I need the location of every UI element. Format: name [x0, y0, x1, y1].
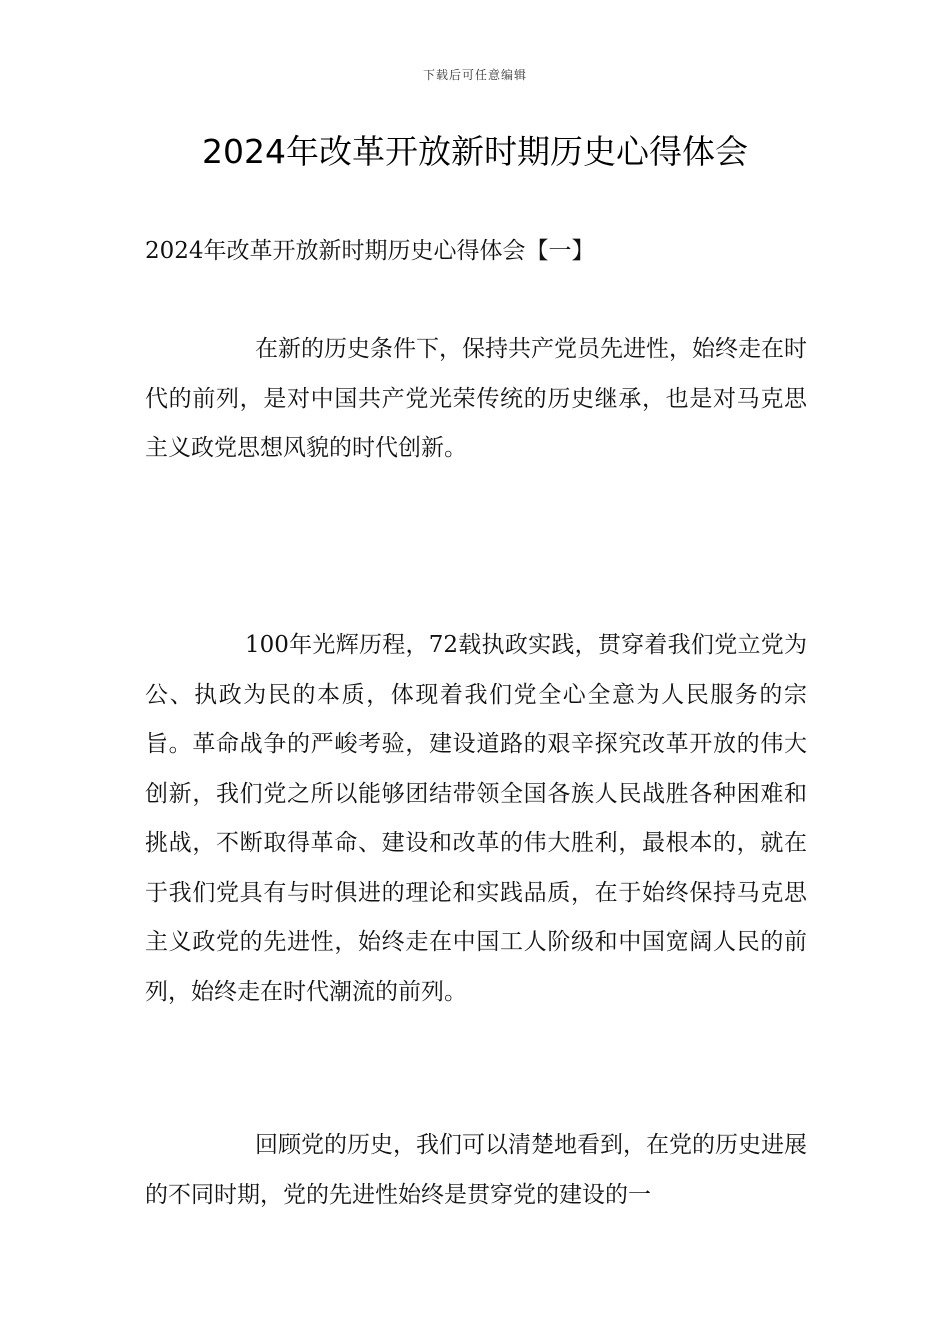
section-heading: 2024年改革开放新时期历史心得体会【一】 [145, 238, 595, 264]
document-title: 2024年改革开放新时期历史心得体会 [202, 132, 748, 171]
paragraph-2: 100年光辉历程，72载执政实践，贯穿着我们党立党为公、执政为民的本质，体现着我们党全心全意为人民服务的宗旨。革命战争的严峻考验，建设道路的艰辛探究改革开放的伟大创新，我们党之所以能够团结带领全国各族人民战胜各种困难和挑战，不断取得革命、建设和改革的伟大胜利，最根本的，就在于我们党具有与时俱进的理论和实践品质，在于始终保持马克思主义政党的先进性，始终走在中国工人阶级和中国宽阔人民的前列，始终走在时代潮流的前列。 [145, 632, 807, 1005]
paragraph-3: 回顾党的历史，我们可以清楚地看到，在党的历史进展的不同时期，党的先进性始终是贯穿党的建设的一 [145, 1132, 807, 1208]
paragraph-1: 在新的历史条件下，保持共产党员先进性，始终走在时代的前列，是对中国共产党光荣传统的历史继承，也是对马克思主义政党思想风貌的时代创新。 [145, 336, 807, 461]
header-note: 下载后可任意编辑 [422, 68, 527, 82]
